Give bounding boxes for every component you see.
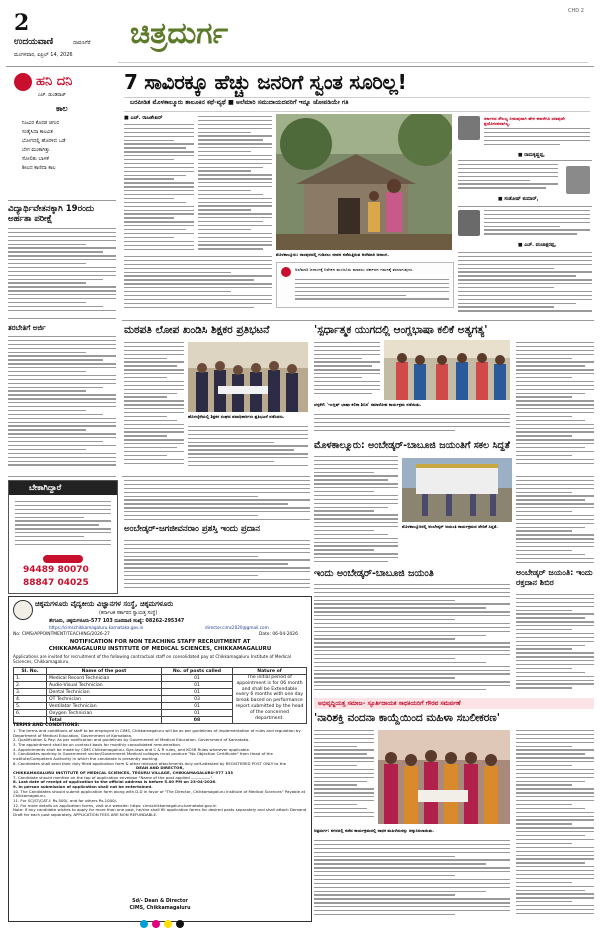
registration-mark-icon xyxy=(176,920,184,928)
info-icon xyxy=(281,267,291,277)
term-item: 12. For more details on application forms, visit our website: https: cimschikkamagaluru.karnataka.gov.in xyxy=(13,802,217,808)
term-item: 2. Qualification & Pay: As per notification and guidelines by Government of Medical Education, Government of Karnataka. xyxy=(13,737,250,743)
poem-line: ನಿಜವಿರ ಕೊರಡ ಚಿಗುರ xyxy=(22,120,59,126)
poem-line: ಸೋಲಿತು ಬಾಳಕೆ xyxy=(22,156,49,162)
section-title: ಚಿತ್ರದುರ್ಗ xyxy=(130,16,229,51)
scholarship-headline: ವಿದ್ಯಾರ್ಥಿವೇತನಕ್ಕಾಗಿ 19ರಂದು ಅರ್ಹತಾ ಪರೀಕ್ಷೆ xyxy=(8,204,95,224)
women-photo xyxy=(378,730,510,824)
col-header: Name of the post xyxy=(47,668,162,675)
poem-line: ಬೇಗ ಮಂಕಾಗಿತ್ತು xyxy=(22,147,50,153)
signature-title: Sd/- Dean & Director xyxy=(132,899,188,904)
poem-line: ಸಂತೈಸಿದಾ ಕಾಲವಿತ xyxy=(22,129,53,135)
phone-icon xyxy=(43,555,83,563)
notice-title: CHIKKAMAGALURU INSTITUTE OF MEDICAL SCIENCES, CHIKKAMAGALURU xyxy=(48,646,272,652)
table-row: 2. Audio-Visual Technician 01 xyxy=(14,682,307,689)
mathapati-photo xyxy=(188,342,308,412)
paper-name: ಉದಯವಾಣಿ xyxy=(14,37,54,47)
cims-notification xyxy=(8,596,312,922)
table-row: 1. Medical Record Technician 01 The initial period of appointment is for 06 month and shall be Extendable every 6 months with one day break based on performance report submitted by the head of the concerned department. xyxy=(14,675,307,682)
notice-title: NOTIFICATION FOR NON TEACHING STAFF RECRUITMENT AT xyxy=(69,639,251,645)
lead-quotes xyxy=(458,114,592,320)
quote-icon xyxy=(566,166,590,194)
institute-name-kn: ಚಿಕ್ಕಮಗಳೂರು ವೈದ್ಯಕೀಯ ವಿಜ್ಞಾನಗಳ ಸಂಸ್ಥೆ, ಚಿಕ್ಕಮಗಳೂರು xyxy=(35,600,174,608)
table-row: 3. Dental Technician 01 xyxy=(14,689,307,696)
women-headline: 'ನಾರಿಶಕ್ತಿ ವಂದನಾ ಕಾಯ್ದೆಯಿಂದ ಮಹಿಳಾ ಸಬಲೀಕರಣ' xyxy=(314,712,500,724)
registration-mark-icon xyxy=(164,920,172,928)
term-item: 8. Last date of receipt of application to the official address is before 5.00 PM on 23-04-2026. xyxy=(13,779,217,785)
col-header: Nature of xyxy=(233,668,307,675)
cims-logo-icon xyxy=(13,600,33,620)
poem-line: ಶೀಲದ ಕಾಣಿದಾ ಕಾಲ xyxy=(22,165,56,171)
col-header: Sl. No. xyxy=(14,668,47,675)
honey-dani-logo-icon xyxy=(14,73,32,91)
info-box-text: ಅಲೆಮಾರಿ ಜನಾಂಗಕ್ಕೆ ನಿವೇಶನ ಮಂಜೂರು ಮಾಡಲು ಸರ್ಕಾರದ ಗಮನಕ್ಕೆ ತರಲಾಗುವುದು. xyxy=(295,267,414,272)
training-article xyxy=(8,324,116,474)
registration-mark-icon xyxy=(152,920,160,928)
signature-org: CIMS, Chikkamagaluru xyxy=(129,906,191,911)
english-photo xyxy=(384,340,510,400)
term-item: DEAN AND DIRECTOR, xyxy=(135,765,185,771)
term-item: 5. Candidates working in Government sector/Government Medical colleges must produce "No Objection Certificate" from Head of the institute/Competent Authority in which the candidate is presently working. xyxy=(13,751,273,761)
quote-author: ■ ರಾಮಕೃಷ್ಣಪ್ಪ, xyxy=(518,153,545,158)
lead-column-2 xyxy=(198,116,272,252)
term-item: 4. Appointments shall be made by CIMS Chikkamagaluru. Bye-laws and C & R rules, and KCSR Rules wherever applicable. xyxy=(13,746,251,752)
quote-author: ■ ಎಚ್. ಪಂಚಾಕ್ಷರಪ್ಪ, xyxy=(518,243,557,248)
table-row: 6. Oxygen Technician 01 xyxy=(14,710,307,717)
quote-author: ■ ಸಂತೋಷ್ ಕುಮಾರ್, xyxy=(498,197,539,202)
classified-phone: 88847 04025 xyxy=(23,578,89,588)
table-row: 5. Ventilator Technician 01 xyxy=(14,703,307,710)
registration-mark-icon xyxy=(140,920,148,928)
classified-title-bar xyxy=(9,481,117,495)
col-header: No. of posts called xyxy=(162,668,233,675)
term-item: 1. The terms and conditions of staff to be employed in CIMS, Chikkamagaluru will be as per guidelines of implementation of rules and regulation by Department of Medical Education, Government of Karnataka. xyxy=(13,728,301,738)
mathapati-headline: ಮಠಪತಿ ಲೋಪ ಖಂಡಿಸಿ ಶಿಕ್ಷಕರ ಪ್ರತಿಭಟನೆ xyxy=(124,324,270,336)
award-headline: ಅಂಬೇಡ್ಕರ್-ಜಗಜೀವನರಾಂ ಪ್ರಶಸ್ತಿ ಇಂದು ಪ್ರದಾನ xyxy=(124,524,260,534)
honey-dani-box xyxy=(8,70,116,198)
terms-list xyxy=(13,729,307,817)
english-headline: 'ಸ್ಪರ್ಧಾತ್ಮಕ ಯುಗದಲ್ಲಿ ಆಂಗ್ಲಭಾಷಾ ಕಲಿಕೆ ಅತ್ಯಗತ್ಯ' xyxy=(314,324,488,336)
lead-subhead: ಬರಪೀಡಿತ ಮೊಳಕಾಲ್ಮೂರು ತಾಲೂಕಿನ ಕಥೆ-ವ್ಯಥೆ ■ ಅಲೆಮಾರಿ ಸಮುದಾಯದವರಿಗೆ ಇನ್ನೂ ಜೋಪಡಿಯೇ ಗತಿ xyxy=(130,99,349,106)
women-kicker: ಅಭಿವೃದ್ಧಿಯತ್ತ ಸಮಾಜ– ಸ್ಫೂರ್ತಿದಾಯಕ ಸಾಧಕಿಯರಿಗೆ ಗೌರವ ಸಮರ್ಪಣೆ xyxy=(318,700,461,707)
edition-name: ದಾವಣಗೆರೆ xyxy=(73,40,91,46)
table-header-row xyxy=(14,668,307,675)
lead-headline: 7 ಸಾವಿರಕ್ಕೂ ಹೆಚ್ಚು ಜನರಿಗೆ ಸ್ವಂತ ಸೂರಿಲ್ಲ! xyxy=(124,70,407,94)
english-photo-caption: ಚಳ್ಳಕೆರೆ: 'ಇಂಗ್ಲಿಷ್ ಭಾಷಾ ಕಲಿಕಾ ಶಿಬಿರ' ಸಮಾರೋಪ ಕಾರ್ಯಕ್ರಮ ನಡೆಯಿತು. xyxy=(314,402,422,407)
quote-text: ಸರ್ಕಾರದ ಸೌಲಭ್ಯ ನೀಡುವುದಾಗಿ ಹೇಳಿ ಈವರೆಗೂ ಯಾವುದೇ ಪ್ರಯೋಜನವಾಗಿಲ್ಲ. xyxy=(484,116,565,127)
training-headline: ತರಬೇತಿಗೆ ಅರ್ಜಿ xyxy=(8,324,46,332)
ambedkar-prep-headline: ಮೊಳಕಾಲ್ಮೂರು: ಅಂಬೇಡ್ಕರ್-ಬಾಬೂಜಿ ಜಯಂತಿಗೆ ಸಕಲ ಸಿದ್ಧತೆ xyxy=(314,440,510,451)
lead-photo-caption: ಮೊಳಕಾಲ್ಮೂರು: ರಾಂಪುರದಲ್ಲಿ ಗುಡಿಸಲು ಜೀವನ ನಡೆಸುತ್ತಿರುವ ಅಲೆಮಾರಿ ಜನಾಂಗ. xyxy=(276,252,389,257)
classified-phone: 94489 80070 xyxy=(23,565,89,575)
honey-dani-brand: ಹನಿ ದನಿ xyxy=(36,74,73,89)
term-item: 10. The Candidates should submit application form along with D.D in favor of "The Director, Chikkamagaluru Institute of Medical Sciences" Payable at Chikkamagaluru. xyxy=(13,788,306,799)
term-item: 9. In person submission of application shall not be entertained. xyxy=(13,783,153,789)
page-code: CHD 2 xyxy=(568,8,584,14)
masthead xyxy=(0,0,600,64)
honey-dani-author: ಎಚ್. ಡುಂಡಿರಾಜ್ xyxy=(38,93,66,98)
quote-icon xyxy=(458,116,480,140)
blood-camp-headline: ಅಂಬೇಡ್ಕರ್ ಜಯಂತಿ: ಇಂದು ರಕ್ತದಾನ ಶಿಬಿರ xyxy=(516,568,593,587)
mathapati-caption: ಹೊಳಲ್ಕೆರೆಯಲ್ಲಿ ಶಿಕ್ಷಕರ ಸಂಘದ ಪದಾಧಿಕಾರಿಗಳು ಪ್ರತಿಭಟನೆ ನಡೆಸಿದರು. xyxy=(188,414,285,419)
posts-table xyxy=(13,667,307,724)
nature-cell: The initial period of appointment is for 06 month and shall be Extendable every 6 months with one day break based on performance report submitted by the head of the concerned department. xyxy=(233,675,307,724)
notice-date: Date: 06-04-2026 xyxy=(259,632,298,637)
institute-email[interactable]: director.cims2020@gmail.com xyxy=(205,625,269,630)
stage-photo-caption: ಮೊಳಕಾಲ್ಮೂರಿನಲ್ಲಿ ಅಂಬೇಡ್ಕರ್ ಜಯಂತಿ ಕಾರ್ಯಕ್ರಮದ ವೇದಿಕೆ ಸಿದ್ಧತೆ. xyxy=(402,524,498,529)
jayanti-headline: ಇಂದು ಅಂಬೇಡ್ಕರ್-ಬಾಬೂಜಿ ಜಯಂತಿ xyxy=(314,568,434,579)
terms-title: TERMS AND CONDITIONS: xyxy=(13,723,80,728)
scholarship-article xyxy=(8,204,116,316)
institute-subtitle: (ಕರ್ನಾಟಕ ಸರ್ಕಾರದ ಸ್ವಾಯತ್ತ ಸಂಸ್ಥೆ) xyxy=(99,611,158,616)
poem-line: ಭೋಗದಲ್ಲಿ ಹೊರಳಿದ ಒಡೆ xyxy=(22,138,66,144)
term-item: CHIKKAMAGALURU INSTITUTE OF MEDICAL SCIENCES, TEGURU VILLAGE, CHIKKAMAGALURU-577 133 xyxy=(13,769,234,775)
term-item: 11. For SC/ST/CAT-I: Rs.500/- and for others Rs.1000/- xyxy=(13,797,118,803)
term-item: 7. Candidate should mention on the top of application envelope "Name of the post applied —————". xyxy=(13,774,214,780)
table-total-row: Total 08 xyxy=(14,717,307,724)
lead-photo xyxy=(276,114,452,250)
page-number: 2 xyxy=(14,10,30,36)
term-item: Note: If any candidate wishes to apply for more than one post, he/she shall fill application forms for desired posts separately and shall attach Demand Draft for each post separately. APPLICATION FEES ARE NON REFUNDABLE. xyxy=(13,807,307,817)
classified-title: ಬೇಕಾಗಿದ್ದಾರೆ xyxy=(29,483,62,492)
poem-title: ಕಾಲ xyxy=(56,104,68,113)
classified-ad xyxy=(8,480,118,594)
reference-number: No: CIMS/APPOINTMENT/TEACHING/2026-27 xyxy=(13,632,110,637)
issue-date: ಮಂಗಳವಾರ, ಏಪ್ರಿಲ್ 14, 2026 xyxy=(14,52,73,58)
term-item: 3. The appointment shall be on contract basis for monthly consolidated remuneration. xyxy=(13,741,182,747)
lead-column-1 xyxy=(124,124,194,252)
table-row: 4. OT Technician 03 xyxy=(14,696,307,703)
term-item: 6. Candidates shall send their duly filled application form & other relevant attachments duly self-attested by REGISTERED POST ONLY to the xyxy=(13,760,286,766)
notice-intro: Applications are invited for recruitment of the following contractual staff on consolidated pay at Chikkamagaluru Institute of Medical Sciences, Chikkamagaluru. xyxy=(13,654,291,664)
institute-website[interactable]: https://cimschikkamagaluru.karnataka.gov.in xyxy=(49,625,144,630)
women-photo-caption: ಚಿತ್ರದುರ್ಗ: ನಗರದಲ್ಲಿ ನಡೆದ ಕಾರ್ಯಕ್ರಮದಲ್ಲಿ ಸಾಧಕ ಮಹಿಳೆಯರನ್ನು ಸನ್ಮಾನಿಸಲಾಯಿತು. xyxy=(314,828,434,833)
institute-address: ತೇಗೂರು, ಚಿಕ್ಕಮಗಳೂರು-577 103 ದೂರವಾಣಿ ಸಂಖ್ಯೆ: 08262-295347 xyxy=(49,619,185,624)
quote-icon xyxy=(458,210,480,236)
lead-byline: ■ ಎಚ್. ರಾಜಶೇಖರ್ xyxy=(124,115,163,121)
stage-photo xyxy=(402,458,512,522)
lead-info-box xyxy=(276,262,454,308)
